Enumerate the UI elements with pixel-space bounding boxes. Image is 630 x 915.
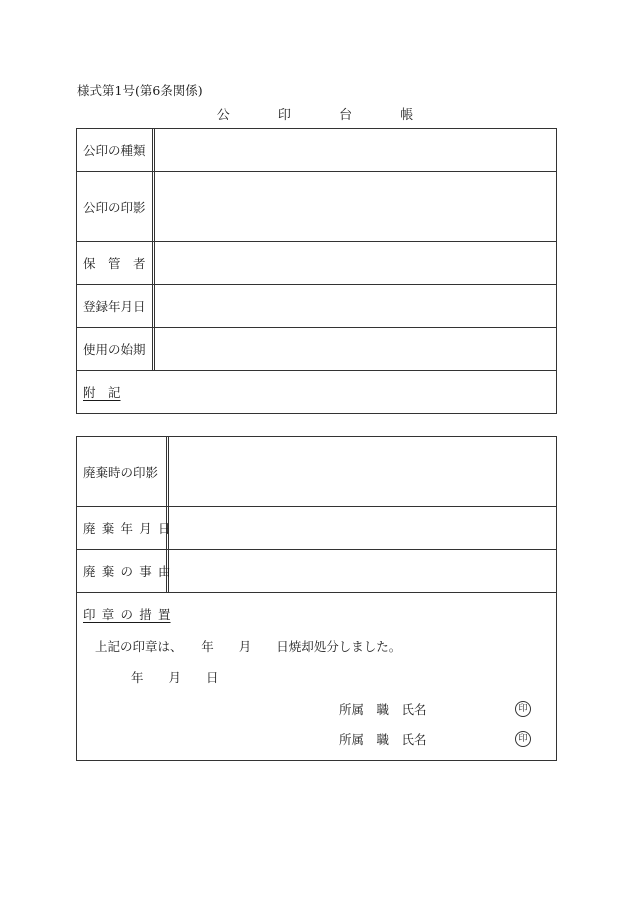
statement-date: 年 月 日: [131, 670, 219, 685]
disposal-date-field[interactable]: [169, 507, 556, 549]
disposal-reason-label: 廃 棄 の 事 由: [77, 550, 169, 592]
signature-line-2: 所属 職 氏名: [339, 732, 427, 747]
measures-title: 印 章 の 措 置: [83, 607, 171, 622]
title-char: 公: [216, 108, 230, 123]
table-row: [77, 437, 556, 507]
disposal-table: [76, 436, 557, 761]
registration-date-label: 登録年月日: [77, 285, 155, 327]
table-row: [77, 172, 556, 242]
table-row: [77, 371, 556, 413]
usage-start-field[interactable]: [155, 328, 556, 370]
seal-register-table: [76, 128, 557, 414]
table-row: [77, 242, 556, 285]
disposal-date-label: 廃 棄 年 月 日: [77, 507, 169, 549]
table-row: [77, 507, 556, 550]
seal-mark-icon: 印: [515, 731, 531, 747]
document-title: [0, 104, 630, 123]
custodian-label: 保 管 者: [77, 242, 155, 284]
disposal-impression-label: 廃棄時の印影: [77, 437, 169, 506]
custodian-field[interactable]: [155, 242, 556, 284]
form-number: 様式第1号(第6条関係): [77, 83, 203, 98]
title-char: 印: [277, 108, 291, 123]
usage-start-label: 使用の始期: [77, 328, 155, 370]
disposal-impression-field[interactable]: [169, 437, 556, 506]
incineration-statement: 上記の印章は、 年 月 日焼却処分しました。: [95, 639, 402, 654]
seal-type-field[interactable]: [155, 129, 556, 171]
registration-date-field[interactable]: [155, 285, 556, 327]
table-row: [77, 129, 556, 172]
table-row: [77, 328, 556, 371]
title-char: 帳: [400, 108, 414, 123]
notes-label: 附 記: [83, 385, 121, 400]
signature-line-1: 所属 職 氏名: [339, 702, 427, 717]
seal-impression-field[interactable]: [155, 172, 556, 241]
seal-type-label: 公印の種類: [77, 129, 155, 171]
table-row: [77, 550, 556, 593]
seal-impression-label: 公印の印影: [77, 172, 155, 241]
table-row: [77, 285, 556, 328]
title-char: 台: [339, 108, 353, 123]
disposal-reason-field[interactable]: [169, 550, 556, 592]
seal-mark-icon: 印: [515, 701, 531, 717]
